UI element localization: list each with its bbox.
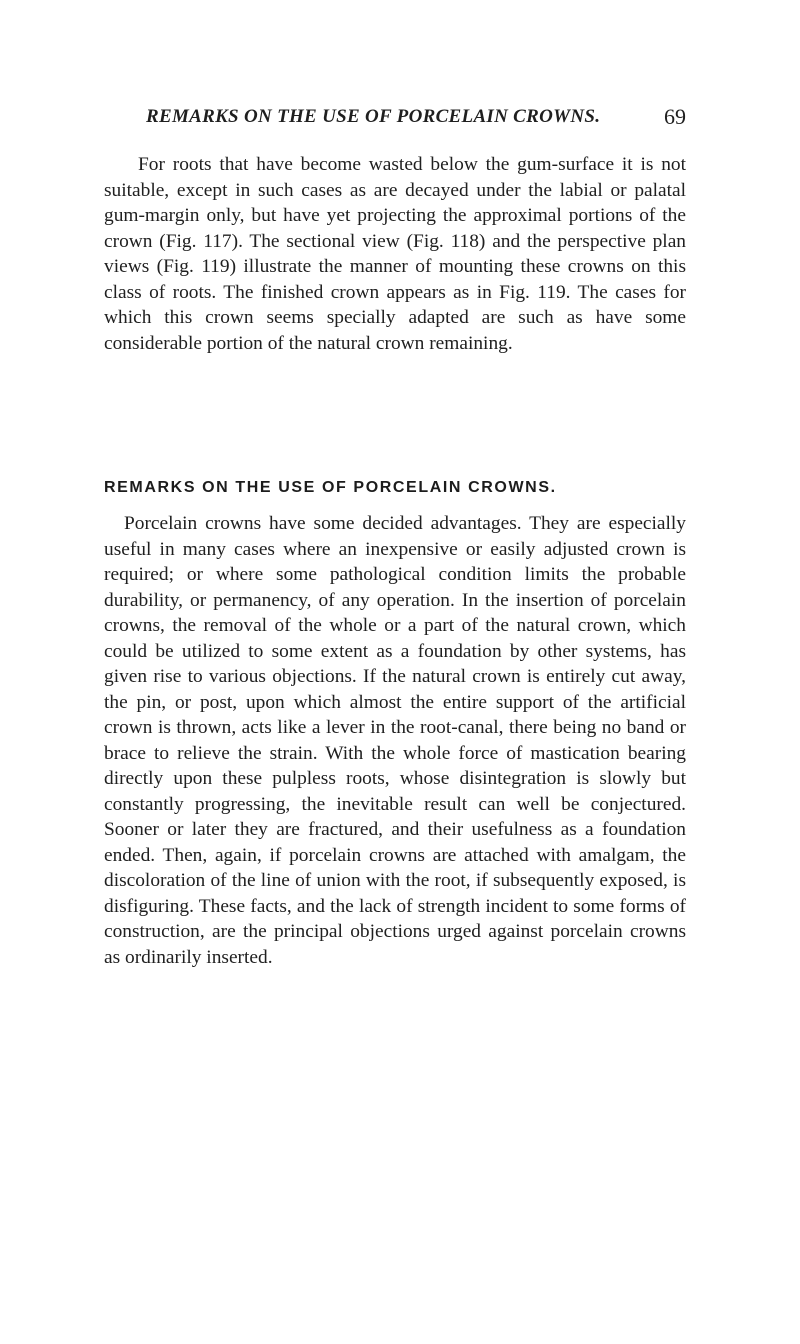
paragraph-text: Porcelain crowns have some decided advantages. They are especially useful in many cases where an inexpensive or easily adjusted crown is required; or where some pathological condition limits the probable durability, or permanency, of any operation. In the insertion of porcelain crowns, the removal of the whole or a part of the natural crown, which could be utilized to some extent as a foundation by other systems, has given rise to various objections. If the natural crown is entirely cut away, the pin, or post, upon which almost the entire support of the artificial crown is thrown, acts like a lever in the root-canal, there being no band or brace to relieve the strain. With the whole force of mastication bearing directly upon these pulpless roots, whose disintegration is slowly but constantly progressing, the inevitable result can well be conjectured. Sooner or later they are fractured, and their usefulness as a foundation ended. Then, again, if porcelain crowns are attached with amalgam, the discoloration of the line of union with the root, if subsequently exposed, is disfiguring. These facts, and the lack of strength incident to some forms of construction, are the principal objections urged against porcelain crowns as ordinarily inserted.	[104, 513, 686, 968]
paragraph-text: For roots that have become wasted below the gum-surface it is not suitable, except in such cases as are decayed under the labial or palatal gum-margin only, but have yet projecting the approximal portions of the crown (Fig. 117). The sectional view (Fig. 118) and the perspective plan views (Fig. 119) illustrate the manner of mounting these crowns on this class of roots. The finished crown appears as in Fig. 119. The cases for which this crown seems specially adapted are such as have some considerable portion of the natural crown remaining.	[104, 154, 686, 354]
paragraph-2	[104, 511, 686, 970]
running-head: REMARKS ON THE USE OF PORCELAIN CROWNS.	[146, 106, 601, 127]
paragraph-1	[104, 152, 686, 356]
section-heading: REMARKS ON THE USE OF PORCELAIN CROWNS.	[104, 479, 557, 496]
page-number: 69	[664, 104, 686, 129]
